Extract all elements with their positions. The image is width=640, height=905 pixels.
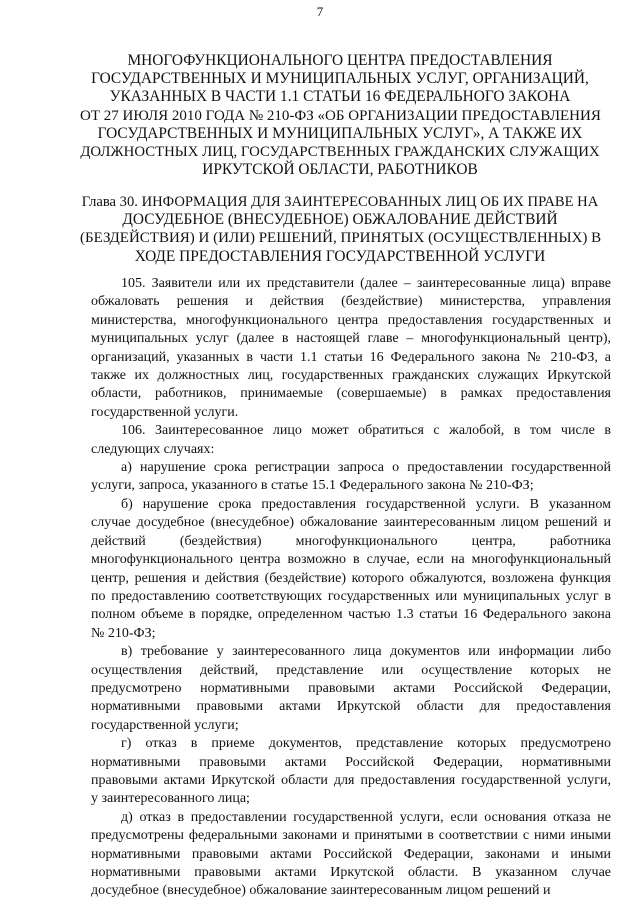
chapter-heading bbox=[80, 193, 600, 266]
paragraph-line: 105. Заявители или их представители (далее – заинтересованные лица) вправе bbox=[121, 276, 611, 291]
header-line: ДОЛЖНОСТНЫХ ЛИЦ, ГОСУДАРСТВЕННЫХ ГРАЖДАНСКИХ СЛУЖАЩИХ bbox=[80, 144, 600, 161]
paragraph-line: многофункционального центра возможно в случае, если на многофункциональный bbox=[91, 552, 611, 568]
paragraph-line: нормативными правовыми актами Иркутской области. В указанном случае bbox=[91, 865, 611, 880]
body-text bbox=[91, 275, 611, 901]
paragraph-line: организаций, указанных в части 1.1 статьи 16 Федерального закона № 210-ФЗ, а bbox=[91, 349, 611, 365]
paragraph bbox=[91, 422, 611, 459]
paragraph-line: государственной услуги. bbox=[91, 404, 239, 420]
chapter-heading-line: ХОДЕ ПРЕДОСТАВЛЕНИЯ ГОСУДАРСТВЕННОЙ УСЛУГИ bbox=[134, 247, 546, 265]
paragraph-line: досудебное (внесудебное) обжалование заинтересованным лицом решений и bbox=[91, 883, 551, 899]
paragraph bbox=[91, 275, 611, 422]
header-line: ГОСУДАРСТВЕННЫХ И МУНИЦИПАЛЬНЫХ УСЛУГ, ОРГАНИЗАЦИЙ, bbox=[91, 70, 589, 88]
paragraph-line: № 210-ФЗ; bbox=[91, 625, 156, 641]
page-number: 7 bbox=[316, 4, 324, 19]
paragraph-line: б) нарушение срока предоставления государственной услуги. В указанном bbox=[121, 496, 611, 512]
header-line: ГОСУДАРСТВЕННЫХ И МУНИЦИПАЛЬНЫХ УСЛУГ», А ТАКЖЕ ИХ bbox=[97, 124, 583, 142]
paragraph-line: обжаловать решения и действия (бездействие) министерства, управления bbox=[91, 294, 611, 310]
paragraph-line: 106. Заинтересованное лицо может обратиться с жалобой, в том числе в bbox=[121, 423, 611, 439]
paragraph bbox=[91, 809, 611, 901]
paragraph-line: полном объеме в порядке, определенном частью 1.3 статьи 16 Федерального закона bbox=[91, 607, 611, 623]
paragraph-line: нормативными правовыми актами Российской Федерации, нормативными bbox=[91, 754, 611, 770]
paragraph-line: услуги, запроса, указанного в статье 15.1 Федерального закона № 210-ФЗ; bbox=[91, 478, 534, 494]
header-line: МНОГОФУНКЦИОНАЛЬНОГО ЦЕНТРА ПРЕДОСТАВЛЕНИЯ bbox=[127, 52, 553, 69]
header-line: ОТ 27 ИЮЛЯ 2010 ГОДА № 210-ФЗ «ОБ ОРГАНИЗАЦИИ ПРЕДОСТАВЛЕНИЯ bbox=[80, 107, 601, 124]
paragraph-line: г) отказ в приеме документов, представление которых предусмотрено bbox=[121, 736, 611, 752]
paragraph bbox=[91, 459, 611, 496]
paragraph-line: у заинтересованного лица; bbox=[91, 791, 250, 807]
paragraph-line: следующих случаях: bbox=[91, 441, 215, 457]
paragraph-line: действий (бездействия) многофункционального центра, работника bbox=[91, 533, 611, 549]
paragraph-line: нормативными правовыми актами Российской Федерации, законами и иными bbox=[91, 846, 611, 862]
header-line: УКАЗАННЫХ В ЧАСТИ 1.1 СТАТЬИ 16 ФЕДЕРАЛЬНОГО ЗАКОНА bbox=[109, 88, 571, 106]
paragraph-line: а) нарушение срока регистрации запроса о предоставлении государственной bbox=[121, 460, 611, 476]
paragraph-line: предусмотрено нормативными правовыми актами Российской Федерации, bbox=[91, 680, 611, 696]
paragraph-line: центр, решения и действия (бездействие) которого обжалуются, возложена функция bbox=[91, 570, 611, 586]
header-line: ИРКУТСКОЙ ОБЛАСТИ, РАБОТНИКОВ bbox=[202, 161, 478, 179]
paragraph-line: предусмотрены федеральными законами и принятыми в соответствии с ними иными bbox=[91, 828, 611, 844]
paragraph-line: области, работников, принимаемые (совершаемые) в рамках предоставления bbox=[91, 386, 611, 402]
paragraph-line: правовыми актами Иркутской области для предоставления государственной услуги, bbox=[91, 772, 611, 788]
chapter-heading-line: ДОСУДЕБНОЕ (ВНЕСУДЕБНОЕ) ОБЖАЛОВАНИЕ ДЕЙСТВИЙ bbox=[122, 211, 558, 229]
paragraph bbox=[91, 643, 611, 735]
paragraph-line: д) отказ в предоставлении государственной услуги, если основания отказа не bbox=[121, 809, 611, 825]
paragraph-line: по предоставлению соответствующих государственных или муниципальных услуг в bbox=[91, 588, 611, 604]
paragraph-line: в) требование у заинтересованного лица документов или информации либо bbox=[121, 644, 611, 660]
paragraph-line: осуществления действий, представление или осуществление которых не bbox=[91, 662, 611, 678]
paragraph-line: нормативными правовыми актами Иркутской области для предоставления bbox=[91, 699, 611, 715]
chapter-heading-line: (БЕЗДЕЙСТВИЯ) И (ИЛИ) РЕШЕНИЙ, ПРИНЯТЫХ (ОСУЩЕСТВЛЕННЫХ) В bbox=[80, 230, 602, 247]
paragraph-line: также их должностных лиц, государственных гражданских служащих Иркутской bbox=[91, 368, 611, 384]
paragraph bbox=[91, 735, 611, 809]
chapter-heading-line: Глава 30. ИНФОРМАЦИЯ ДЛЯ ЗАИНТЕРЕСОВАННЫХ ЛИЦ ОБ ИХ ПРАВЕ НА bbox=[81, 194, 599, 210]
paragraph-line: случае досудебное (внесудебное) обжалование заинтересованным лицом решений и bbox=[91, 515, 611, 531]
paragraph-line: министерства, многофункционального центра предоставления государственных и bbox=[91, 312, 611, 328]
section-heading bbox=[80, 52, 600, 179]
paragraph-line: государственной услуги; bbox=[91, 717, 239, 733]
paragraph-line: муниципальных услуг (далее в настоящей главе – многофункциональный центр), bbox=[91, 331, 611, 347]
paragraph bbox=[91, 496, 611, 643]
